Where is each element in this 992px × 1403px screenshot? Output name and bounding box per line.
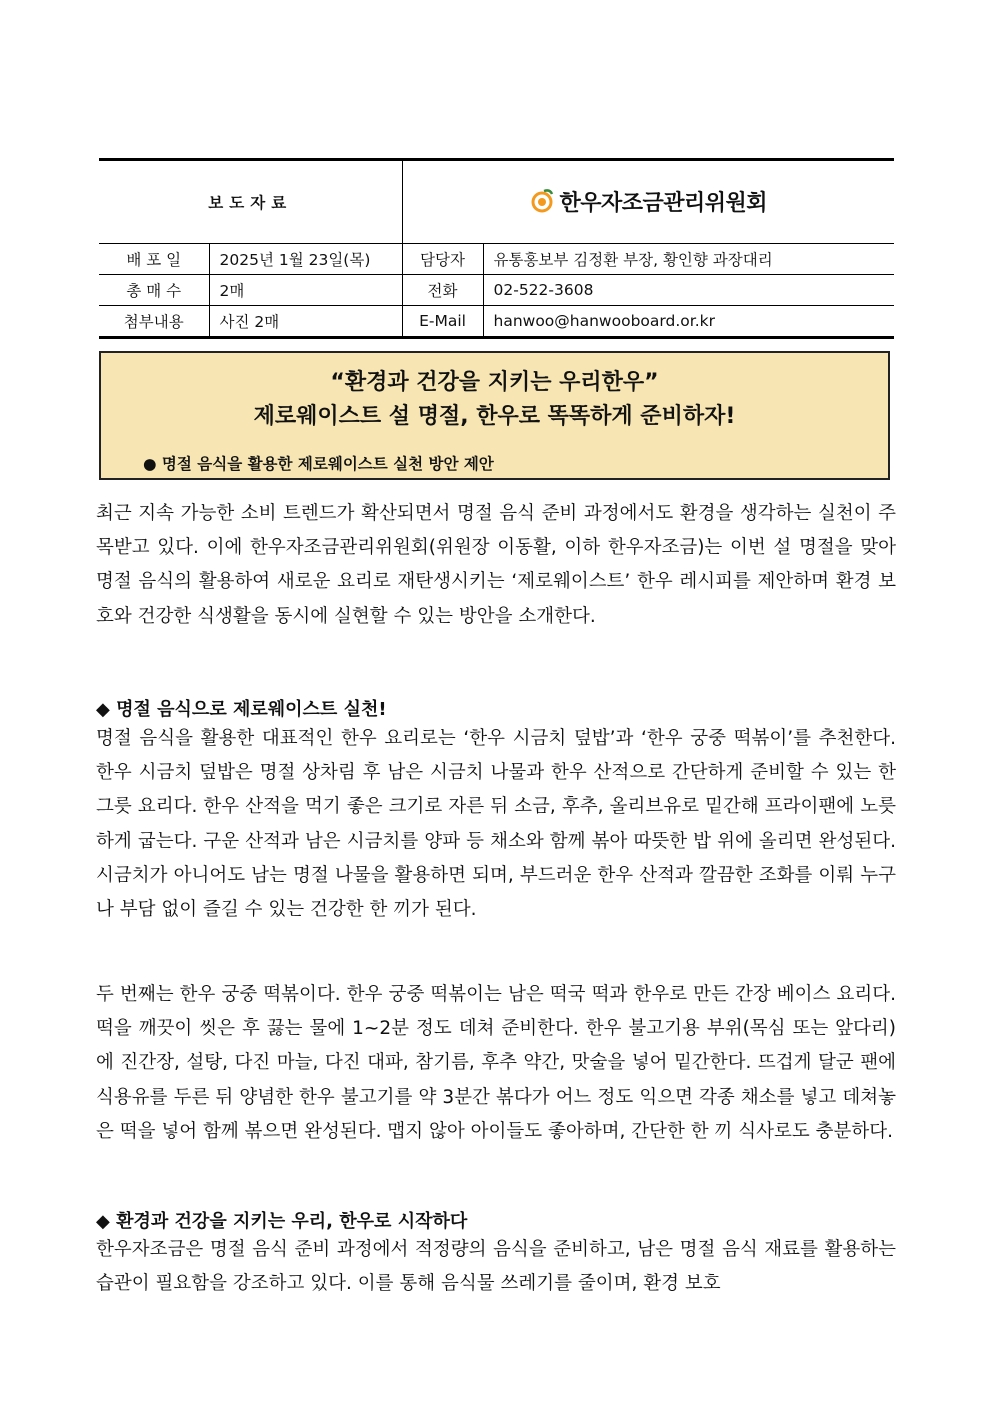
headline-box: [99, 351, 890, 480]
headline-title: 제로웨이스트 설 명절, 한우로 똑똑하게 준비하자!: [253, 404, 736, 429]
section-paragraph: 한우자조금은 명절 음식 준비 과정에서 적정량의 음식을 준비하고, 남은 명절 음식 재료를 활용하는 습관이 필요함을 강조하고 있다. 이를 통해 음식물 쓰레기를 줄이며, 환경 보호: [96, 1239, 896, 1295]
headline-bullet: ● 명절 음식을 활용한 제로웨이스트 실천 방안 제안: [143, 455, 494, 473]
info-label: 첨부내용: [99, 306, 209, 338]
info-label: 전화: [402, 275, 483, 306]
section-heading: ◆ 환경과 건강을 지키는 우리, 한우로 시작하다: [96, 1211, 468, 1232]
info-label: 배 포 일: [99, 244, 209, 275]
info-value: 2025년 1월 23일(목): [209, 244, 402, 275]
intro-paragraph: 최근 지속 가능한 소비 트렌드가 확산되면서 명절 음식 준비 과정에서도 환경을 생각하는 실천이 주목받고 있다. 이에 한우자조금관리위원회(위원장 이동활, 이하 한우자조금)는 이번 설 명절을 맞아 명절 음식의 활용하여 새로운 요리로 재탄생시키는 ‘제로웨이스트’ 한우 레시피를 제안하며 환경 보호와 건강한 식생활을 동시에 실현할 수 있는 방안을 소개한다.: [96, 503, 896, 627]
header-table: [99, 158, 894, 339]
logo-mark-icon: [529, 188, 555, 214]
info-value: 유통홍보부 김정환 부장, 황인향 과장대리: [483, 244, 894, 275]
section-heading: ◆ 명절 음식으로 제로웨이스트 실천!: [96, 699, 387, 720]
organization-name: 한우자조금관리위원회: [559, 190, 768, 216]
info-label: 총 매 수: [99, 275, 209, 306]
document-title: 보도자료: [99, 160, 402, 244]
info-value: 02-522-3608: [483, 275, 894, 306]
info-value: 2매: [209, 275, 402, 306]
info-value: 사진 2매: [209, 306, 402, 338]
headline-quote: “환경과 건강을 지키는 우리한우”: [330, 370, 659, 395]
info-value-email: hanwoo@hanwooboard.or.kr: [483, 306, 894, 338]
section-paragraph: 명절 음식을 활용한 대표적인 한우 요리로는 ‘한우 시금치 덮밥’과 ‘한우 궁중 떡볶이’를 추천한다. 한우 시금치 덮밥은 명절 상차림 후 남은 시금치 나물과 한우 산적으로 간단하게 준비할 수 있는 한 그릇 요리다. 한우 산적을 먹기 좋은 크기로 자른 뒤 소금, 후추, 올리브유로 밑간해 프라이팬에 노릇하게 굽는다. 구운 산적과 남은 시금치를 양파 등 채소와 함께 볶아 따뜻한 밥 위에 올리면 완성된다. 시금치가 아니어도 남는 명절 나물을 활용하면 되며, 부드러운 한우 산적과 깔끔한 조화를 이뤄 누구나 부담 없이 즐길 수 있는 건강한 한 끼가 된다.: [96, 728, 896, 921]
organization-logo: [529, 186, 767, 217]
info-label: E-Mail: [402, 306, 483, 338]
info-label: 담당자: [402, 244, 483, 275]
section-paragraph: 두 번째는 한우 궁중 떡볶이다. 한우 궁중 떡볶이는 남은 떡국 떡과 한우로 만든 간장 베이스 요리다. 떡을 깨끗이 씻은 후 끓는 물에 1~2분 정도 데쳐 준비한다. 한우 불고기용 부위(목심 또는 앞다리)에 진간장, 설탕, 다진 마늘, 다진 대파, 참기름, 후추 약간, 맛술을 넣어 밑간한다. 뜨겁게 달군 팬에 식용유를 두른 뒤 양념한 한우 불고기를 약 3분간 볶다가 어느 정도 익으면 각종 채소를 넣고 데쳐놓은 떡을 넣어 함께 볶으면 완성된다. 맵지 않아 아이들도 좋아하며, 간단한 한 끼 식사로도 충분하다.: [96, 984, 896, 1142]
